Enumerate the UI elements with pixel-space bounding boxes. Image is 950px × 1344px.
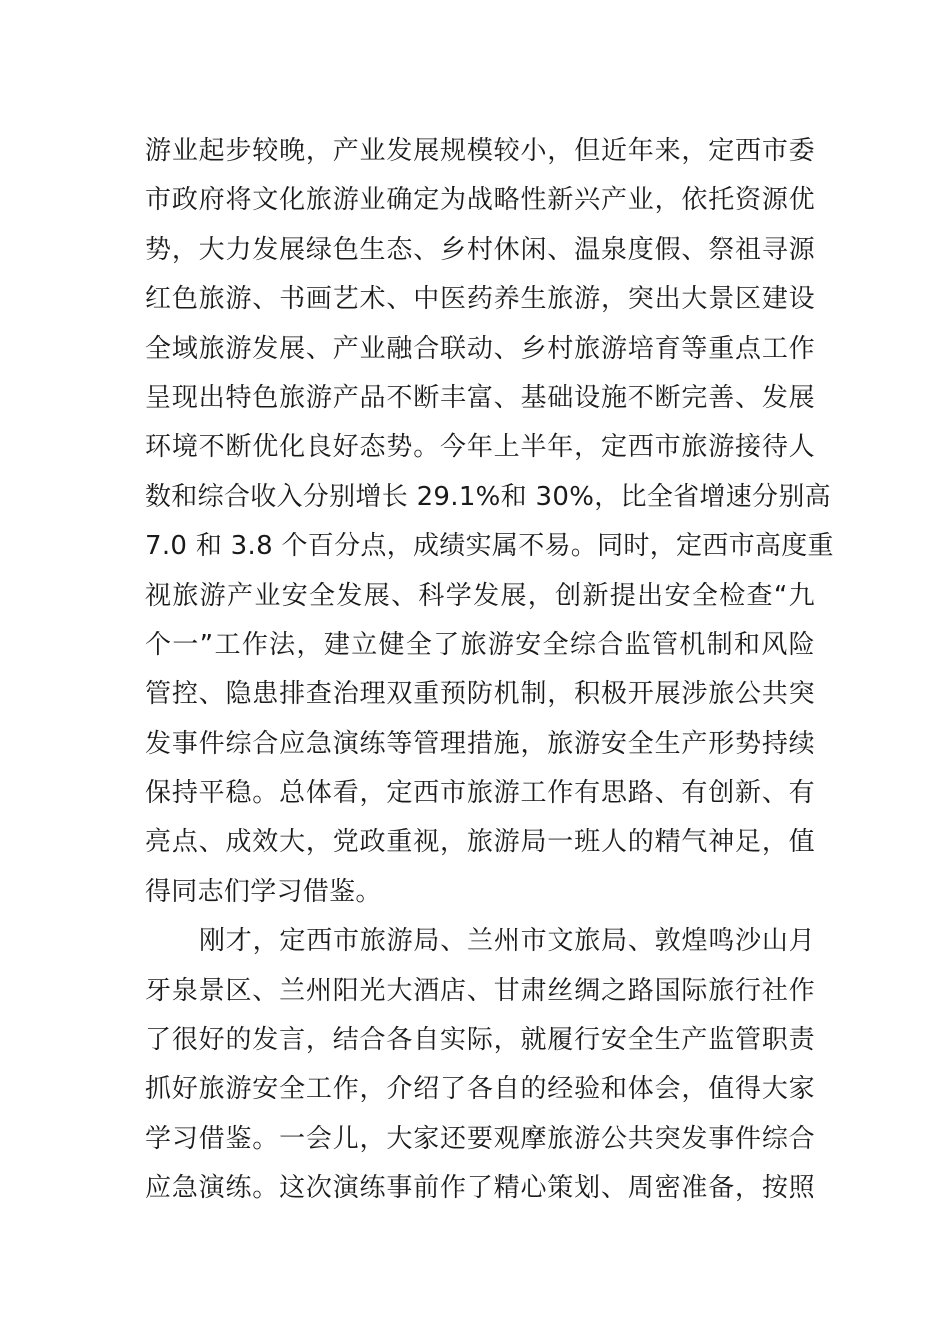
text-line: 游业起步较晚，产业发展规模较小，但近年来，定西市委 <box>145 136 815 166</box>
text-line: 了很好的发言，结合各自实际，就履行安全生产监管职责 <box>145 1025 815 1056</box>
text-line: 环境不断优化良好态势。今年上半年，定西市旅游接待人 <box>145 432 815 463</box>
paragraph-2 <box>145 917 815 1213</box>
text-line: 应急演练。这次演练事前作了精心策划、周密准备，按照 <box>145 1173 815 1204</box>
text-line: 管控、隐患排查治理双重预防机制，积极开展涉旅公共突 <box>145 679 815 710</box>
text-line: 红色旅游、书画艺术、中医药养生旅游，突出大景区建设 <box>145 284 815 315</box>
text-line: 势，大力发展绿色生态、乡村休闲、温泉度假、祭祖寻源 <box>145 234 815 265</box>
text-line: 7.0 和 3.8 个百分点，成绩实属不易。同时，定西市高度重 <box>145 531 834 562</box>
text-line: 保持平稳。总体看，定西市旅游工作有思路、有创新、有 <box>145 778 815 809</box>
text-line: 发事件综合应急演练等管理措施，旅游安全生产形势持续 <box>145 728 815 759</box>
text-line: 抓好旅游安全工作，介绍了各自的经验和体会，值得大家 <box>145 1074 815 1105</box>
text-line: 亮点、成效大，党政重视，旅游局一班人的精气神足，值 <box>145 827 815 858</box>
text-line: 数和综合收入分别增长 29.1%和 30%，比全省增速分别高 <box>145 481 831 512</box>
text-line: 牙泉景区、兰州阳光大酒店、甘肃丝绸之路国际旅行社作 <box>145 975 815 1006</box>
text-line: 市政府将文化旅游业确定为战略性新兴产业，依托资源优 <box>145 185 815 216</box>
text-line: 视旅游产业安全发展、科学发展，创新提出安全检查“九 <box>145 580 815 611</box>
text-line: 得同志们学习借鉴。 <box>145 876 382 907</box>
text-line: 个一”工作法，建立健全了旅游安全综合监管机制和风险 <box>145 629 815 660</box>
body-text <box>145 127 834 1214</box>
text-line: 学习借鉴。一会儿，大家还要观摩旅游公共突发事件综合 <box>145 1123 815 1154</box>
text-line: 呈现出特色旅游产品不断丰富、基础设施不断完善、发展 <box>145 382 815 413</box>
text-line: 刚才，定西市旅游局、兰州市文旅局、敦煌鸣沙山月 <box>199 926 815 957</box>
paragraph-1 <box>145 127 834 917</box>
text-line: 全域旅游发展、产业融合联动、乡村旅游培育等重点工作 <box>145 333 815 364</box>
